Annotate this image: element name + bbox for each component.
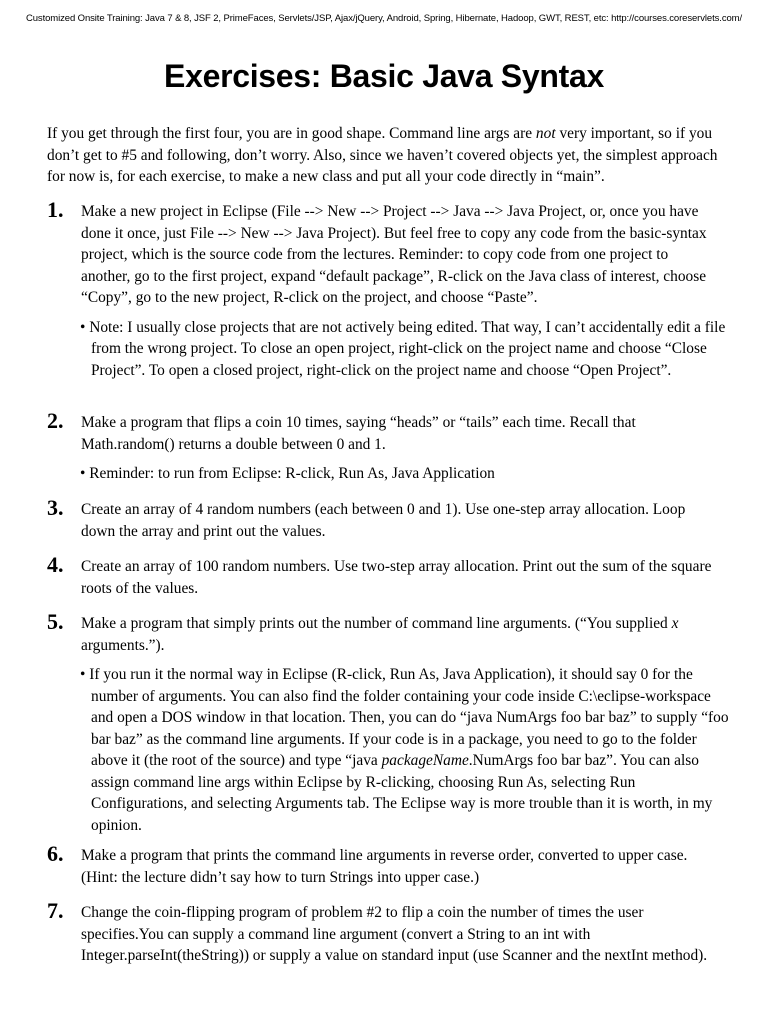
intro-text-2: very important, so if you don’t get to #5 and following, don’t worry. Also, since we haven’t covered objects yet, the simplest approach for now is, for each exercise, to make a new class and put all your code directly in “main”. <box>47 125 718 185</box>
intro-text-1: If you get through the first four, you are in good shape. Command line args are <box>47 125 536 142</box>
exercise-text <box>81 613 721 656</box>
exercise-note: • Reminder: to run from Eclipse: R-click, Run As, Java Application <box>80 465 495 482</box>
exercise-5 <box>47 609 729 836</box>
exercise-note <box>80 664 733 836</box>
exercise-text-part: arguments.”). <box>81 636 165 654</box>
exercise-6 <box>47 841 727 888</box>
note-text-part: • If you run it the normal way in Eclipse (R-click, Run As, Java Application), it should say 0 for the number of arguments. You can also find the folder containing your code inside C:\eclipse-workspace and open a DOS window in that location. Then, you can do “java NumArgs foo bar baz” to supply “foo bar baz” as the command line arguments. If your code is in a package, you need to go to the folder above it (the root of the source) and type “java <box>80 666 729 769</box>
exercise-text-emphasis: x <box>671 615 679 632</box>
exercise-text: Make a new project in Eclipse (File --> New --> Project --> Java --> Java Project, or, once you have done it once, just File --> New --> Java Project). But feel free to copy any code from the basic-syntax project, which is the source code from the lectures. Reminder: to copy code from one project to another, go to the first project, expand “default package”, R-click on the Java class of interest, choose “Copy”, go to the new project, R-click on the project, and choose “Paste”. <box>81 203 707 306</box>
exercise-text: Make a program that flips a coin 10 times, saying “heads” or “tails” each time. Recall that Math.random() returns a double between 0 and 1. <box>81 414 636 453</box>
exercise-number: 6. <box>47 841 64 866</box>
intro-paragraph <box>47 123 723 188</box>
exercise-number: 3. <box>47 495 64 520</box>
note-text-emphasis: packageName <box>381 752 469 769</box>
exercise-number: 5. <box>47 609 64 634</box>
exercise-text: Create an array of 100 random numbers. Use two-step array allocation. Print out the sum of the square roots of the values. <box>81 558 712 597</box>
exercise-1 <box>47 197 727 381</box>
page-title: Exercises: Basic Java Syntax <box>164 58 604 94</box>
exercise-text: Create an array of 4 random numbers (each between 0 and 1). Use one-step array allocation. Loop down the array and print out the values. <box>81 501 686 540</box>
exercise-number: 1. <box>47 197 64 222</box>
exercise-text: Change the coin-flipping program of problem #2 to flip a coin the number of times the user specifies.You can supply a command line argument (convert a String to an int with Integer.parseInt(theString)) or supply a value on standard input (use Scanner and the nextInt method). <box>81 904 708 964</box>
intro-emphasis: not <box>535 125 556 142</box>
exercise-7 <box>47 898 727 967</box>
exercise-number: 4. <box>47 552 64 577</box>
exercise-2 <box>47 408 727 485</box>
exercise-4 <box>47 552 727 599</box>
page-header: Customized Onsite Training: Java 7 & 8, JSF 2, PrimeFaces, Servlets/JSP, Ajax/jQuery, Android, Spring, Hibernate, Hadoop, GWT, REST, etc: http://courses.coreservlets.com/ <box>25 13 743 24</box>
exercise-number: 2. <box>47 408 64 433</box>
exercise-note: • Note: I usually close projects that are not actively being edited. That way, I can’t accidentally edit a file from the wrong project. To close an open project, right-click on the project name and choose “Close Project”. To open a closed project, right-click on the project name and choose “Open Project”. <box>80 318 726 379</box>
exercise-number: 7. <box>47 898 64 923</box>
note-text-part: .NumArgs foo bar baz”. You can also assign command line args within Eclipse by R-clicking, choosing Run As, selecting Run Configurations, and selecting Arguments tab. The Eclipse way is more trouble than it is worth, in my opinion. <box>91 752 713 834</box>
exercise-3 <box>47 495 727 542</box>
exercise-text-part: Make a program that simply prints out the number of command line arguments. (“You supplied <box>81 615 672 632</box>
exercise-text: Make a program that prints the command line arguments in reverse order, converted to upper case. (Hint: the lecture didn’t say how to turn Strings into upper case.) <box>81 847 688 886</box>
